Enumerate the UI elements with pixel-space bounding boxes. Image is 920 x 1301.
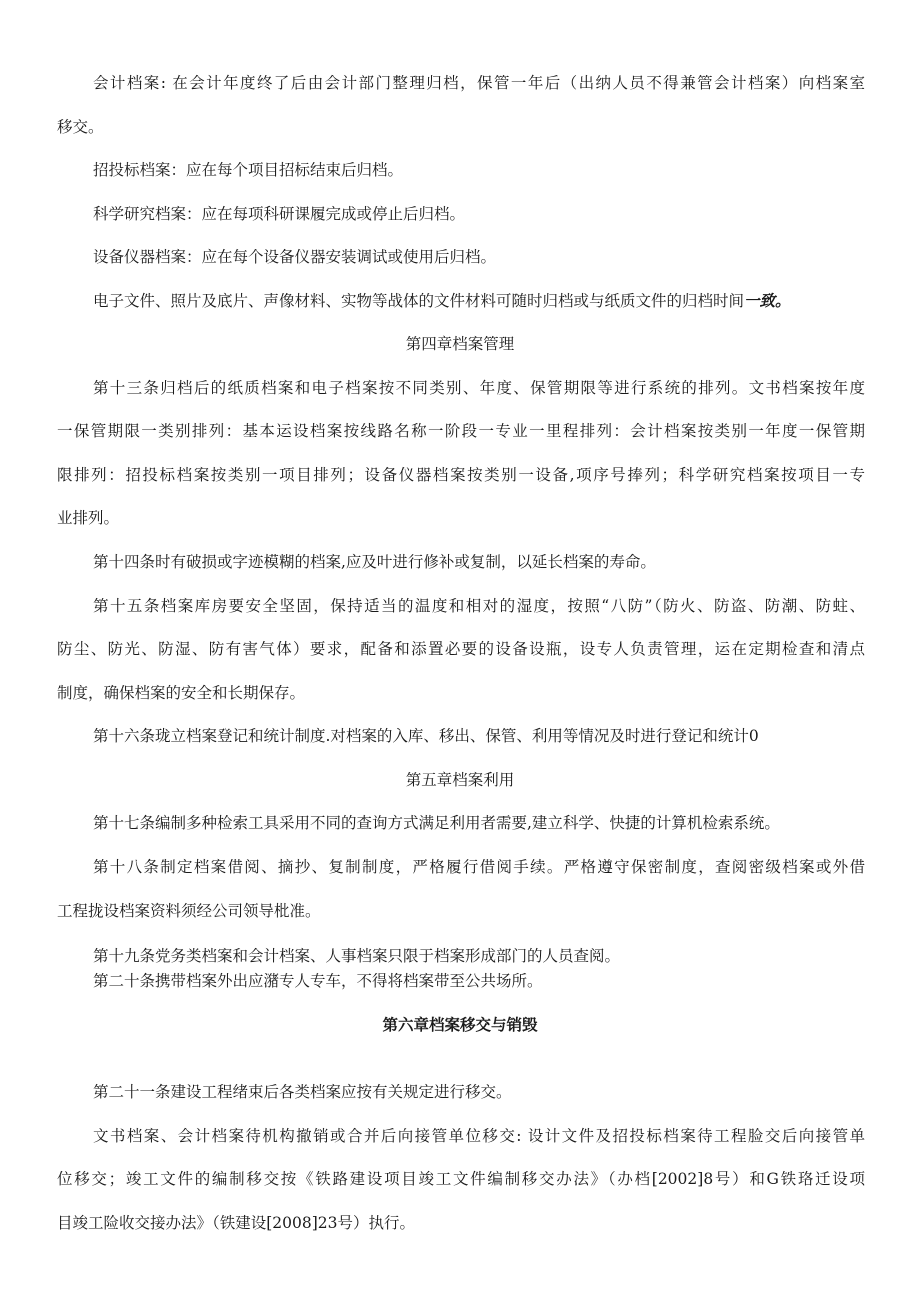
article-15-line3: 制度，确保档案的安全和长期保存。 (57, 684, 306, 702)
para-electronic-files-text: 电子文件、照片及底片、声像材料、实物等战体的文件材料可随时归档或与纸质文件的归档时间 (93, 292, 745, 310)
para-transfer-line1: 文书档案、会计档案待机构撤销或合并后向接管单位移交: 设计文件及招投标档案待工程脸交后向接管单 (93, 1127, 865, 1145)
chapter-4-heading: 第四章档案管理 (405, 335, 515, 353)
para-equipment-archives: 设备仪器档案：应在每个设备仪器安装调试或使用后归档。 (93, 248, 497, 266)
chapter-6-heading: 第六章档案移交与销毁 (382, 1016, 538, 1034)
article-19: 第十九条党务类档案和会计档案、人事档案只限于档案形成部门的人员查阅。 (93, 947, 621, 965)
para-transfer-line3: 目竣工险收交接办法》（铁建设[2008]23号）执行。 (57, 1214, 416, 1232)
article-13-line4: 业排列。 (57, 509, 120, 527)
article-13-line3: 限排列：招投标档案按类别一项目排列；设备仪器档案按类别一设备,项序号捧列；科学研究档案按项目一专 (57, 466, 865, 484)
para-electronic-files-end: 一致。 (744, 291, 791, 310)
article-20: 第二十条携带档案外出应潴专人专车，不得将档案带至公共场所。 (93, 972, 543, 990)
para-transfer-line2: 位移交；竣工文件的编制移交按《铁路建设项目竣工文件编制移交办法》（办档[2002]8号）和G铁珞迁设项 (57, 1170, 865, 1188)
article-13-line1: 第十三条归档后的纸质档案和电子档案按不同类别、年度、保管期限等进行系统的排列。文书档案按年度 (93, 379, 865, 397)
para-bidding-archives: 招投标档案：应在每个项目招标结束后归档。 (93, 161, 404, 179)
para-electronic-files (93, 291, 791, 311)
article-15-line2: 防尘、防光、防湿、防有害气体）要求，配备和添置必要的设备设瓶，设专人负责管理，运在定期检查和清点 (57, 640, 865, 658)
chapter-5-heading: 第五章档案利用 (405, 771, 515, 789)
article-14: 第十四条时有破损或字迹模糊的档案,应及叶进行修补或复制，以延长档案的寿命。 (93, 553, 656, 571)
para-accounting-archives-line1: 会计档案: 在会计年度终了后由会计部门整理归档，保管一年后（出纳人员不得兼管会计档案）向档案室 (93, 74, 865, 92)
article-17: 第十七条编制多种检索工具采用不同的查询方式满足利用者需要,建立科学、快捷的计算机检索系统。 (93, 814, 780, 832)
para-research-archives: 科学研究档案：应在每项科研课履完成或停止后归档。 (93, 205, 466, 223)
article-16: 第十六条珑立档案登记和统计制度.对档案的入库、移出、保管、利用等情况及时进行登记和统计0 (93, 727, 759, 745)
article-15-line1: 第十五条档案库房要安全坚固，保持适当的温度和相对的湿度，按照“八防”（防火、防盗、防潮、防蛀、 (93, 597, 865, 615)
article-21: 第二十一条建设工程绪束后各类档案应按有关规定进行移交。 (93, 1083, 512, 1101)
para-accounting-archives-line2: 移交。 (57, 118, 104, 136)
article-18-line2: 工程拢设档案资料须经公司领导枇准。 (57, 902, 321, 920)
article-13-line2: 一保管期限一类别排列：基本运设档案按线路名称一阶段一专业一里程排列：会计档案按类别一年度一保管期 (57, 422, 865, 440)
article-18-line1: 第十八条制定档案借阅、摘抄、复制制度，严格履行借阅手续。严格遵守保密制度，查阅密级档案或外借 (93, 858, 865, 876)
